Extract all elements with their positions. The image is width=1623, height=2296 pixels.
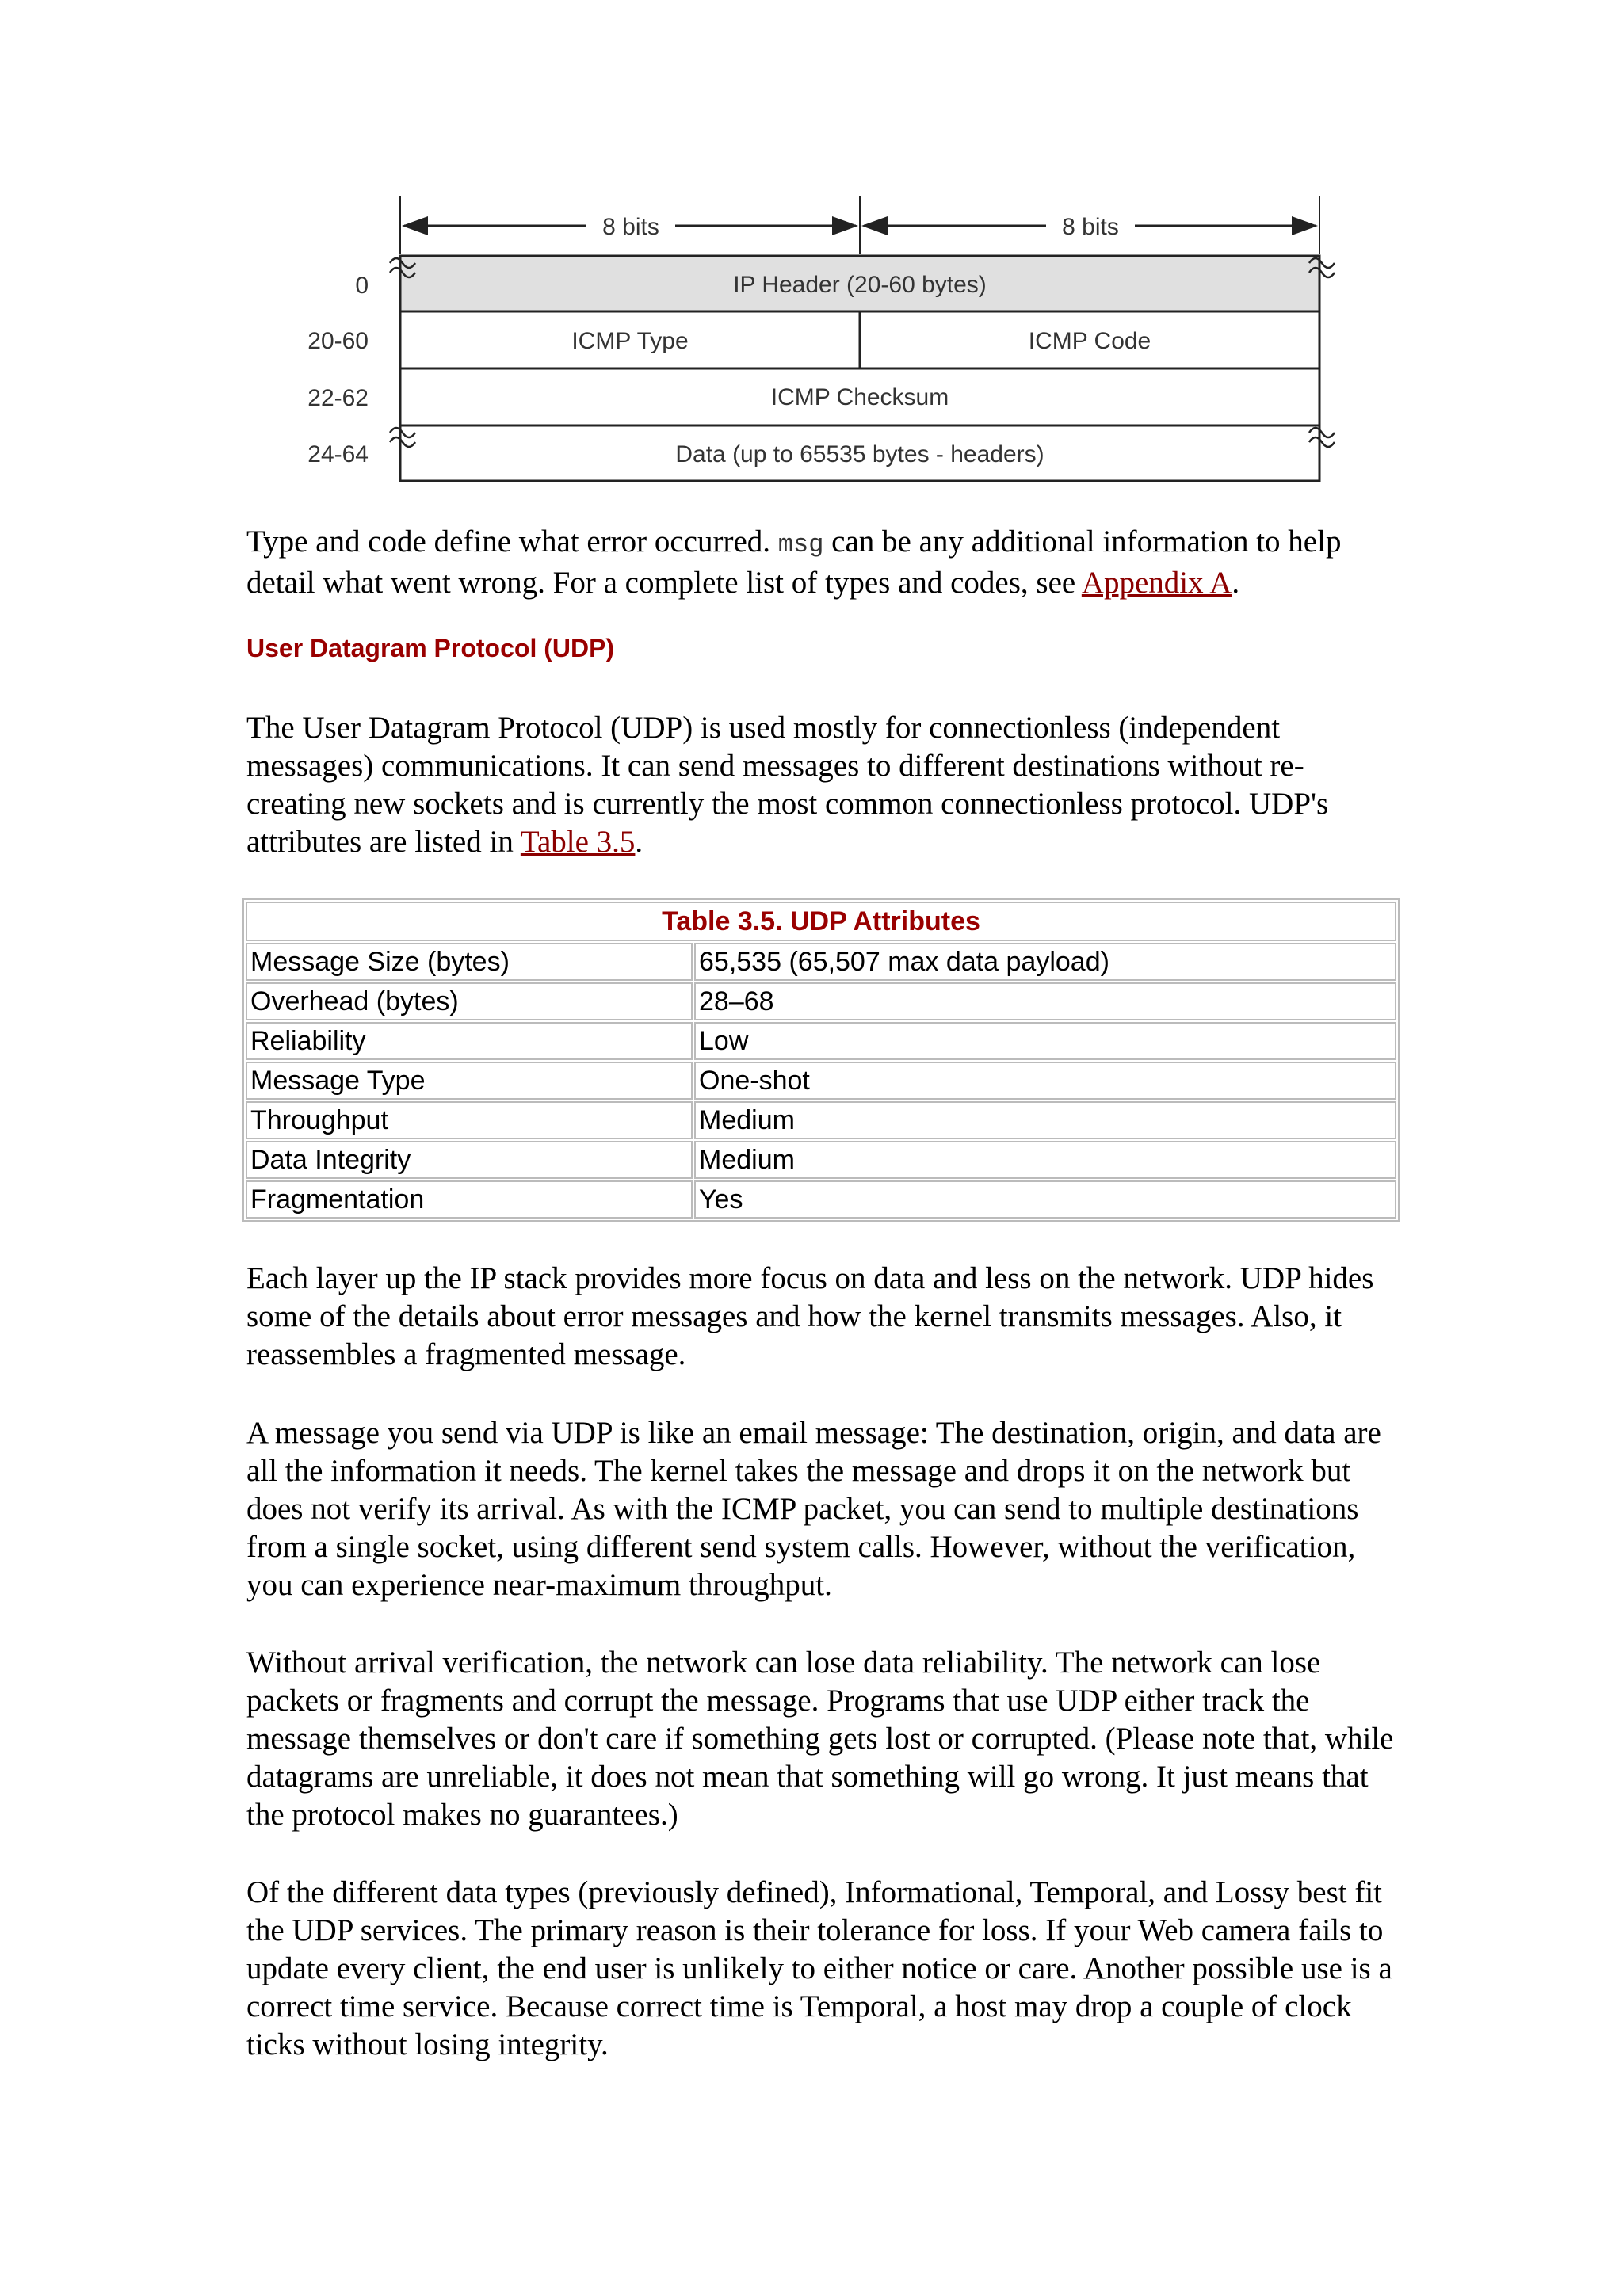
paragraph-type-code bbox=[246, 523, 1403, 602]
bits-label-left: 8 bits bbox=[602, 214, 659, 240]
table-cell-value: Yes bbox=[694, 1180, 1396, 1219]
arrow-left-head-a bbox=[402, 216, 428, 235]
icmp-type-label: ICMP Type bbox=[571, 328, 689, 354]
arrow-right-head-a bbox=[861, 216, 888, 235]
section-heading-udp: User Datagram Protocol (UDP) bbox=[246, 634, 615, 662]
udp-attributes-table bbox=[242, 898, 1400, 1222]
table-row bbox=[246, 1022, 1396, 1060]
table-cell-key: Message Type bbox=[246, 1062, 693, 1100]
offset-22-62: 22-62 bbox=[307, 385, 369, 411]
para1-text-c: . bbox=[1232, 566, 1240, 600]
ip-header-label: IP Header (20-60 bytes) bbox=[733, 272, 987, 298]
paragraph-reliability: Without arrival verification, the network can lose data reliability. The network can lose packets or fragments and corrupt the message. Programs that use UDP either track the message themselves or don't care if something gets lost or corrupted. (Please note that, while datagrams are unreliable, it does not mean that something will go wrong. It just means that the protocol makes no guarantees.) bbox=[246, 1646, 1394, 1832]
table-3-5-link[interactable]: Table 3.5 bbox=[520, 825, 636, 859]
table-cell-value: 28–68 bbox=[694, 982, 1396, 1020]
offset-20-60: 20-60 bbox=[307, 328, 369, 354]
offset-0: 0 bbox=[355, 273, 369, 299]
arrow-left-head-b bbox=[832, 216, 858, 235]
data-row-label: Data (up to 65535 bytes - headers) bbox=[675, 441, 1044, 467]
table-row bbox=[246, 1180, 1396, 1219]
table-cell-value: Medium bbox=[694, 1101, 1396, 1139]
para1-text-a: Type and code define what error occurred. bbox=[246, 524, 778, 559]
para2-text-a: The User Datagram Protocol (UDP) is used mostly for connectionless (independent messages) communications. It can send messages to different destinations without re-creating new sockets and is currently the most common connectionless protocol. UDP's attributes are listed in bbox=[246, 711, 1329, 859]
icmp-checksum-label: ICMP Checksum bbox=[770, 384, 949, 410]
paragraph-email-analogy: A message you send via UDP is like an email message: The destination, origin, and data are all the information it needs. The kernel takes the message and drops it on the network but does not verify its arrival. As with the ICMP packet, you can send to multiple destinations from a single socket, using different send system calls. However, without the verification, you can experience near-maximum throughput. bbox=[246, 1416, 1381, 1602]
table-caption-row bbox=[246, 902, 1396, 941]
table-cell-value: One-shot bbox=[694, 1062, 1396, 1100]
table-cell-key: Fragmentation bbox=[246, 1180, 693, 1219]
table-cell-value: Low bbox=[694, 1022, 1396, 1060]
paragraph-ip-stack: Each layer up the IP stack provides more focus on data and less on the network. UDP hides some of the details about error messages and how the kernel transmits messages. Also, it reassembles a fragmented message. bbox=[246, 1261, 1374, 1371]
paragraph-data-types: Of the different data types (previously defined), Informational, Temporal, and Lossy best fit the UDP services. The primary reason is their tolerance for loss. If your Web camera fails to update every client, the end user is unlikely to either notice or care. Another possible use is a correct time service. Because correct time is Temporal, a host may drop a couple of clock ticks without losing integrity. bbox=[246, 1875, 1392, 2061]
table-row bbox=[246, 1141, 1396, 1179]
icmp-code-label: ICMP Code bbox=[1028, 328, 1151, 354]
arrow-right-head-b bbox=[1292, 216, 1318, 235]
table-row bbox=[246, 1062, 1396, 1100]
offset-24-64: 24-64 bbox=[307, 441, 369, 467]
table-row bbox=[246, 982, 1396, 1020]
code-msg: msg bbox=[777, 530, 824, 559]
table-cell-key: Message Size (bytes) bbox=[246, 943, 693, 981]
para2-text-b: . bbox=[635, 825, 643, 859]
table-cell-key: Data Integrity bbox=[246, 1141, 693, 1179]
table-cell-key: Throughput bbox=[246, 1101, 693, 1139]
bits-label-right: 8 bits bbox=[1062, 214, 1119, 240]
para1-text-b: can be any additional information to help detail what went wrong. For a complete list of types and codes, see bbox=[246, 524, 1342, 600]
icmp-packet-diagram bbox=[293, 190, 1355, 491]
icmp-diagram-svg bbox=[293, 190, 1355, 491]
table-cell-value: Medium bbox=[694, 1141, 1396, 1179]
table-cell-key: Overhead (bytes) bbox=[246, 982, 693, 1020]
table-cell-value: 65,535 (65,507 max data payload) bbox=[694, 943, 1396, 981]
table-row bbox=[246, 943, 1396, 981]
paragraph-udp-intro bbox=[246, 709, 1403, 861]
table-cell-key: Reliability bbox=[246, 1022, 693, 1060]
table-caption: Table 3.5. UDP Attributes bbox=[246, 902, 1396, 941]
appendix-a-link[interactable]: Appendix A bbox=[1081, 566, 1232, 600]
table-row bbox=[246, 1101, 1396, 1139]
